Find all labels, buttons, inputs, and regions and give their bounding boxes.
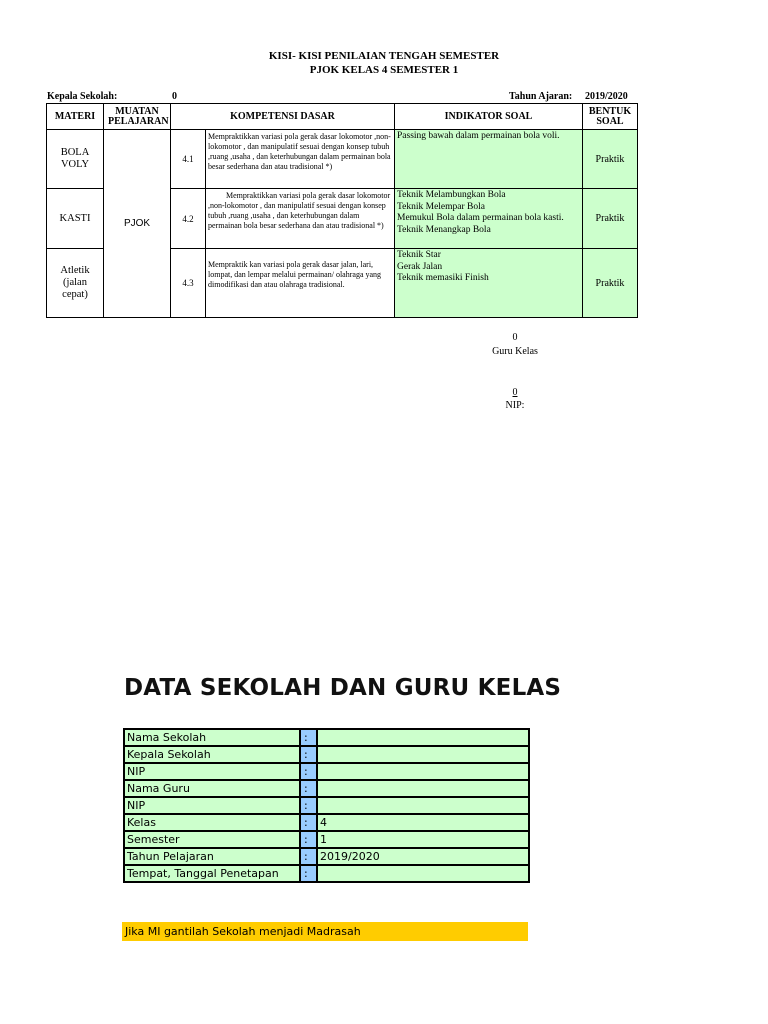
data-colon: : [300, 797, 317, 814]
indikator-item: Teknik Star [397, 250, 441, 260]
tahun-ajaran-label: Tahun Ajaran: [509, 91, 573, 102]
kd-text [206, 189, 395, 249]
nip-value: 0 [512, 387, 518, 398]
data-row [124, 797, 529, 814]
data-row [124, 865, 529, 882]
data-row [124, 729, 529, 746]
kepala-sekolah-label: Kepala Sekolah: [47, 91, 118, 102]
guru-title: Guru Kelas [492, 346, 538, 357]
muatan-pelajaran-cell: PJOK [104, 130, 171, 318]
data-value-field[interactable] [317, 746, 529, 763]
data-label: NIP [124, 763, 300, 780]
data-value-field[interactable]: 4 [317, 814, 529, 831]
data-row [124, 746, 529, 763]
header-materi: MATERI [47, 104, 104, 130]
data-sekolah-table [123, 728, 530, 883]
indikator-item: Memukul Bola dalam permainan bola kasti. [397, 213, 564, 223]
kepala-sekolah-value: 0 [172, 91, 177, 102]
data-colon: : [300, 780, 317, 797]
data-label: Tahun Pelajaran [124, 848, 300, 865]
document-subtitle: PJOK KELAS 4 SEMESTER 1 [309, 64, 459, 76]
data-row [124, 848, 529, 865]
data-colon: : [300, 865, 317, 882]
table-header-row [47, 104, 638, 130]
indikator-cell [395, 249, 583, 318]
header-bentuk-soal [583, 104, 638, 130]
data-colon: : [300, 763, 317, 780]
data-row [124, 814, 529, 831]
kd-number: 4.2 [171, 189, 206, 249]
data-colon: : [300, 746, 317, 763]
kd-text [206, 249, 395, 318]
materi-cell [47, 249, 104, 318]
data-colon: : [300, 831, 317, 848]
data-colon: : [300, 814, 317, 831]
data-label: Tempat, Tanggal Penetapan [124, 865, 300, 882]
data-row [124, 780, 529, 797]
data-label: NIP [124, 797, 300, 814]
data-label: Nama Guru [124, 780, 300, 797]
materi-cell [47, 130, 104, 189]
indikator-item: Teknik Melempar Bola [397, 201, 485, 212]
kd-number: 4.1 [171, 130, 206, 189]
indikator-item: Teknik Menangkap Bola [397, 224, 491, 235]
bentuk-soal-cell: Praktik [583, 130, 638, 189]
header-bentuk-soal-text: BENTUK SOAL [588, 105, 632, 127]
indikator-cell [395, 130, 583, 189]
kisi-kisi-table [46, 103, 638, 318]
data-value-field[interactable] [317, 797, 529, 814]
kd-text-content: Mempraktik kan variasi pola gerak dasar jalan, lari, lompat, dan lempar melalui permainan/ olahraga yang dimodifikasi dan atau olahraga tradisional. [208, 260, 382, 289]
kd-text: Mempraktikkan variasi pola gerak dasar lokomotor ,non-lokomotor , dan manipulatif sesuai dengan konsep tubuh ,ruang ,usaha , dan keterhubungan dalam permainan bola besar sederhana dan atau tradisional *) [206, 130, 395, 189]
data-label: Kepala Sekolah [124, 746, 300, 763]
data-colon: : [300, 729, 317, 746]
nip-label: NIP: [505, 400, 525, 411]
materi-text: BOLA VOLY [60, 147, 90, 170]
kd-number: 4.3 [171, 249, 206, 318]
materi-text: Atletik (jalan cepat) [60, 265, 90, 300]
document-title: KISI- KISI PENILAIAN TENGAH SEMESTER [268, 50, 500, 62]
header-indikator-soal: INDIKATOR SOAL [395, 104, 583, 130]
tahun-ajaran-value: 2019/2020 [585, 91, 628, 102]
indikator-item: Gerak Jalan [397, 261, 443, 272]
indikator-item: Passing bawah dalam permainan bola voli. [397, 131, 560, 141]
data-value-field[interactable] [317, 780, 529, 797]
header-kompetensi-dasar: KOMPETENSI DASAR [171, 104, 395, 130]
header-muatan-pelajaran [104, 104, 171, 130]
bentuk-soal-cell: Praktik [583, 249, 638, 318]
data-value-field[interactable]: 1 [317, 831, 529, 848]
guru-name: 0 [512, 332, 518, 343]
madrasah-note: Jika MI gantilah Sekolah menjadi Madrasah [122, 922, 528, 941]
materi-cell: KASTI [47, 189, 104, 249]
indikator-item: Teknik Melambungkan Bola [397, 190, 506, 200]
header-muatan-pelajaran-text: MUATAN PELAJARAN [108, 105, 169, 127]
data-row [124, 831, 529, 848]
data-value-field[interactable] [317, 729, 529, 746]
indikator-cell [395, 189, 583, 249]
data-row [124, 763, 529, 780]
data-value-field[interactable] [317, 763, 529, 780]
data-colon: : [300, 848, 317, 865]
data-sekolah-title: DATA SEKOLAH DAN GURU KELAS [124, 675, 562, 701]
data-label: Nama Sekolah [124, 729, 300, 746]
indikator-item: Teknik memasiki Finish [397, 273, 489, 283]
bentuk-soal-cell: Praktik [583, 189, 638, 249]
data-label: Kelas [124, 814, 300, 831]
data-label: Semester [124, 831, 300, 848]
data-value-field[interactable]: 2019/2020 [317, 848, 529, 865]
data-value-field[interactable] [317, 865, 529, 882]
kd-text-content: Mempraktikkan variasi pola gerak dasar lokomotor ,non-lokomotor , dan manipulatif sesuai dengan konsep tubuh ,ruang ,usaha , dan keterhubungan dalam permainan bola besar sederhana dan atau tradisional *) [208, 191, 391, 230]
table-row [47, 130, 638, 189]
